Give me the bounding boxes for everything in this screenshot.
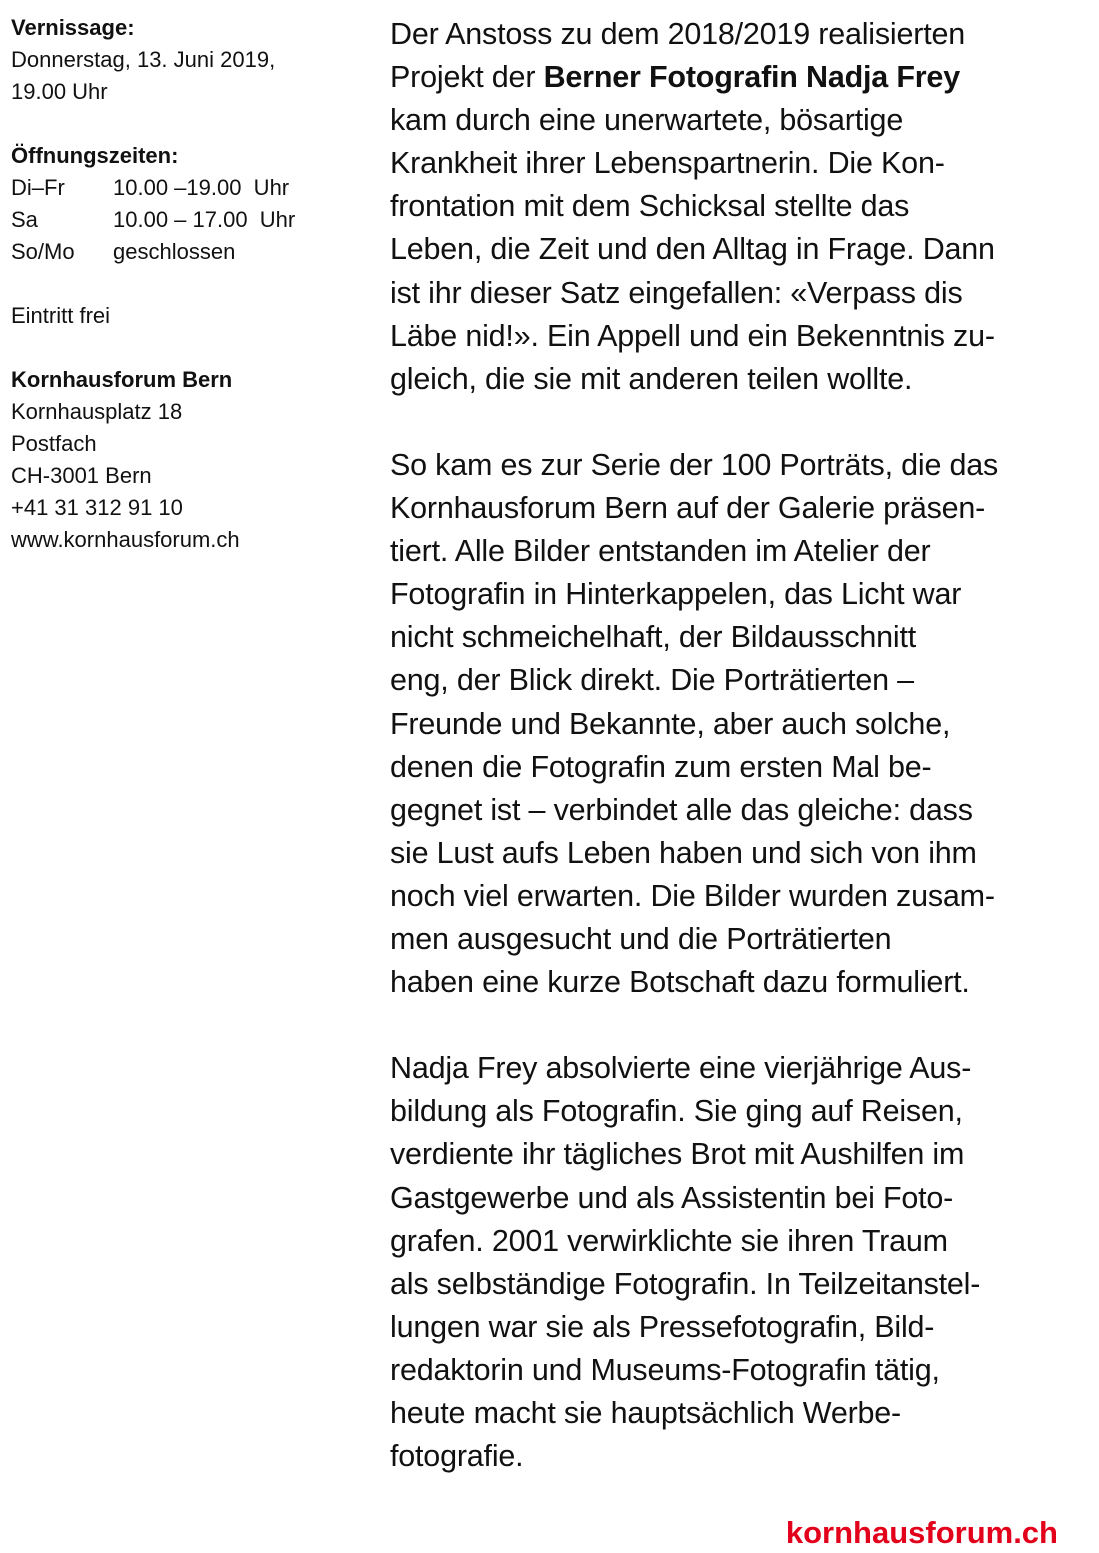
hours-time: geschlossen (113, 239, 236, 264)
text-line: Fotografin in Hinterkappelen, das Licht war (390, 577, 962, 612)
text-line (390, 56, 1080, 99)
vernissage-heading: Vernissage: (11, 15, 135, 40)
hours-row (11, 236, 351, 268)
text-line: noch viel erwarten. Die Bilder wurden zusam- (390, 878, 995, 913)
event-info-sidebar (11, 12, 351, 556)
paragraph-series (390, 444, 1080, 1004)
paragraph-biography (390, 1047, 1080, 1478)
text-line: haben eine kurze Botschaft dazu formuliert. (390, 965, 970, 1000)
admission-text: Eintritt frei (11, 303, 111, 328)
text-line: Leben, die Zeit und den Alltag in Frage. Dann (390, 232, 995, 267)
hours-row (11, 172, 351, 204)
hours-day: Sa (11, 207, 38, 232)
text-line: denen die Fotografin zum ersten Mal be- (390, 749, 932, 784)
spacer (11, 268, 351, 300)
vernissage-time: 19.00 Uhr (11, 79, 108, 104)
text-line: Kornhausforum Bern auf der Galerie präsen- (390, 491, 986, 526)
hours-row (11, 204, 351, 236)
text-segment: Projekt der (390, 60, 544, 95)
vernissage-date: Donnerstag, 13. Juni 2019, (11, 47, 276, 72)
text-line: frontation mit dem Schicksal stellte das (390, 189, 910, 224)
spacer (11, 332, 351, 364)
text-line: kam durch eine unerwartete, bösartige (390, 103, 904, 138)
address-street: Kornhausplatz 18 (11, 399, 183, 424)
text-line: Freunde und Bekannte, aber auch solche, (390, 706, 951, 741)
photographer-name: Berner Fotografin Nadja Frey (543, 60, 960, 95)
main-text-column (390, 13, 1080, 1478)
address-city: CH-3001 Bern (11, 463, 152, 488)
spacer (11, 108, 351, 140)
venue-name: Kornhausforum Bern (11, 367, 233, 392)
paragraph-spacer (390, 401, 1080, 444)
website-link[interactable]: www.kornhausforum.ch (11, 527, 240, 552)
text-line: men ausgesucht und die Porträtierten (390, 921, 892, 956)
text-line: fotografie. (390, 1439, 524, 1474)
paragraph-intro (390, 13, 1080, 401)
text-line: sie Lust aufs Leben haben und sich von ihm (390, 835, 977, 870)
text-line: gegnet ist – verbindet alle das gleiche: dass (390, 792, 973, 827)
address-postbox: Postfach (11, 431, 97, 456)
opening-hours-heading: Öffnungszeiten: (11, 143, 179, 168)
text-line: bildung als Fotografin. Sie ging auf Reisen, (390, 1094, 963, 1129)
text-line: So kam es zur Serie der 100 Porträts, die das (390, 447, 999, 482)
footer-website-link[interactable]: kornhausforum.ch (785, 1515, 1058, 1550)
text-line: lungen war sie als Pressefotografin, Bild- (390, 1309, 935, 1344)
text-line: Krankheit ihrer Lebenspartnerin. Die Kon- (390, 146, 945, 181)
text-line: verdiente ihr tägliches Brot mit Aushilfen im (390, 1137, 965, 1172)
paragraph-spacer (390, 1004, 1080, 1047)
text-line: grafen. 2001 verwirklichte sie ihren Traum (390, 1223, 948, 1258)
text-line: ist ihr dieser Satz eingefallen: «Verpass dis (390, 275, 963, 310)
phone-number[interactable]: +41 31 312 91 10 (11, 495, 183, 520)
text-line: Läbe nid!». Ein Appell und ein Bekenntnis zu- (390, 318, 995, 353)
hours-time: 10.00 –19.00 Uhr (113, 175, 290, 200)
text-line: Nadja Frey absolvierte eine vierjährige Aus- (390, 1051, 972, 1086)
hours-time: 10.00 – 17.00 Uhr (113, 207, 296, 232)
text-line: heute macht sie hauptsächlich Werbe- (390, 1396, 902, 1430)
text-line: redaktorin und Museums-Fotografin tätig, (390, 1352, 940, 1387)
text-line: Gastgewerbe und als Assistentin bei Foto- (390, 1180, 954, 1215)
hours-day: So/Mo (11, 239, 75, 264)
text-line: eng, der Blick direkt. Die Porträtierten – (390, 663, 914, 698)
text-line: tiert. Alle Bilder entstanden im Atelier der (390, 534, 931, 569)
text-line: gleich, die sie mit anderen teilen wollte. (390, 361, 913, 396)
text-line: Der Anstoss zu dem 2018/2019 realisierten (390, 17, 966, 51)
text-line: nicht schmeichelhaft, der Bildausschnitt (390, 620, 917, 655)
hours-day: Di–Fr (11, 175, 65, 200)
text-line: als selbständige Fotografin. In Teilzeitanstel- (390, 1266, 981, 1301)
